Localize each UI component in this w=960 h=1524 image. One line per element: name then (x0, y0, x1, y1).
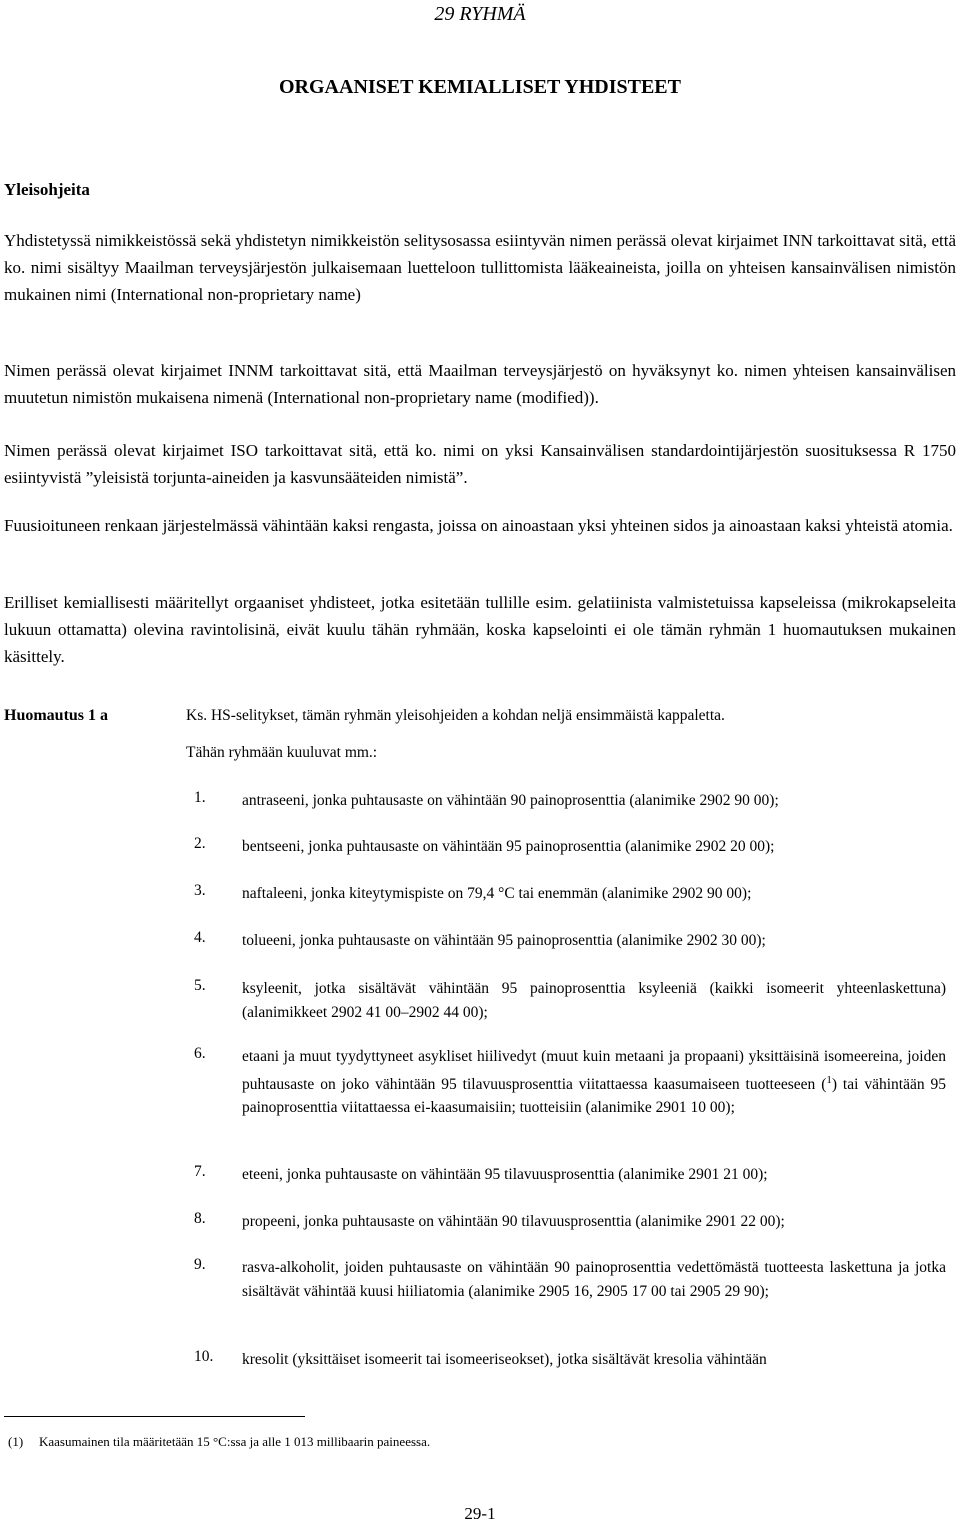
list-item-text: naftaleeni, jonka kiteytymispiste on 79,4 °C tai enemmän (alanimike 2902 90 00); (242, 885, 752, 902)
page-title: ORGAANISET KEMIALLISET YHDISTEET (279, 76, 681, 98)
footnote-reference: 1 (826, 1073, 832, 1086)
list-item-number: 9. (194, 1256, 206, 1273)
paragraph-fused-ring: Fuusioituneen renkaan järjestelmässä vähintään kaksi rengasta, joissa on ainoastaan yksi yhteinen sidos ja ainoastaan kaksi yhteistä atomia. (4, 516, 953, 535)
chapter-header: 29 RYHMÄ (434, 3, 526, 25)
general-heading: Yleisohjeita (4, 180, 90, 199)
list-item-number: 6. (194, 1045, 206, 1062)
list-item-number: 8. (194, 1210, 206, 1227)
paragraph-inn: Yhdistetyssä nimikkeistössä sekä yhdistetyn nimikkeistön selitysosassa esiintyvän nimen perässä olevat kirjaimet INN tarkoittavat sitä, että ko. nimi sisältyy Maailman terveysjärjestön julkaisemaan luetteloon tullittomista lääkeaineista, joilla on yhteisen kansainvälisen nimistön mukainen nimi (International non-proprietary name) (4, 231, 956, 304)
list-item-text: propeeni, jonka puhtausaste on vähintään 90 tilavuusprosenttia (alanimike 2901 22 00); (242, 1213, 785, 1230)
list-item-number: 3. (194, 882, 206, 899)
list-item-text: kresolit (yksittäiset isomeerit tai isomeeriseokset), jotka sisältävät kresolia vähintään (242, 1351, 767, 1368)
list-item-number: 4. (194, 929, 206, 946)
list-item-number: 10. (194, 1348, 214, 1365)
list-item-text: antraseeni, jonka puhtausaste on vähintään 90 painoprosenttia (alanimike 2902 90 00); (242, 792, 779, 809)
note-intro: Ks. HS-selitykset, tämän ryhmän yleisohjeiden a kohdan neljä ensimmäistä kappaletta. (186, 707, 725, 724)
list-item-text: ksyleenit, jotka sisältävät vähintään 95 painoprosenttia ksyleeniä (kaikki isomeerit yhteenlaskettuna) (alanimikkeet 2902 41 00–2902 44 00); (242, 980, 946, 1021)
list-item-text: rasva-alkoholit, joiden puhtausaste on vähintään 90 painoprosenttia vedettömästä tuotteesta laskettuna ja jotka sisältävät vähintää kuusi hiiliatomia (alanimike 2905 16, 2905 17 00 tai 2905 29 90); (242, 1259, 946, 1300)
list-item-text: tolueeni, jonka puhtausaste on vähintään 95 painoprosenttia (alanimike 2902 30 00); (242, 932, 766, 949)
page-number: 29-1 (464, 1504, 496, 1523)
list-item-number: 7. (194, 1163, 206, 1180)
paragraph-iso: Nimen perässä olevat kirjaimet ISO tarkoittavat sitä, että ko. nimi on yksi Kansainvälisen standardointijärjestön suosituksessa R 1750 esiintyvistä ”yleisistä torjunta-aineiden ja kasvunsääteiden nimistä”. (4, 441, 956, 487)
list-item-number: 2. (194, 835, 206, 852)
footnote-text: Kaasumainen tila määritetään 15 °C:ssa ja alle 1 013 millibaarin paineessa. (39, 1434, 431, 1449)
paragraph-innm: Nimen perässä olevat kirjaimet INNM tarkoittavat sitä, että Maailman terveysjärjestö on hyväksynyt ko. nimen yhteisen kansainvälisen muutetun nimistön mukaisena nimenä (International non-proprietary name (modified)). (4, 361, 956, 407)
list-item-text: eteeni, jonka puhtausaste on vähintään 95 tilavuusprosenttia (alanimike 2901 21 00); (242, 1166, 768, 1183)
item-6-text-part2: ) tai vähintään 95 painoprosenttia viitattaessa ei-kaasumaisiin; tuotteisiin (alanimike 2901 10 00); (242, 1075, 946, 1117)
footnote-number: (1) (8, 1434, 24, 1449)
list-item-number: 1. (194, 789, 206, 806)
list-item-text: bentseeni, jonka puhtausaste on vähintään 95 painoprosenttia (alanimike 2902 20 00); (242, 838, 775, 855)
note-label: Huomautus 1 a (4, 707, 109, 724)
list-item-text (242, 1045, 946, 1120)
footnote-divider (4, 1416, 305, 1417)
note-lead: Tähän ryhmään kuuluvat mm.: (186, 744, 378, 761)
list-item-number: 5. (194, 977, 206, 994)
paragraph-capsules: Erilliset kemiallisesti määritellyt orgaaniset yhdisteet, jotka esitetään tullille esim. gelatiinista valmistetuissa kapseleissa (mikrokapseleita lukuun ottamatta) olevina ravintolisinä, eivät kuulu tähän ryhmään, koska kapselointi ei ole tämän ryhmän 1 huomautuksen mukainen käsittely. (4, 593, 956, 666)
item-6-text-part1: etaani ja muut tyydyttyneet asykliset hiilivedyt (muut kuin metaani ja propaani) yksittäisinä isomeereina, joiden puhtausaste on joko vähintään 95 tilavuusprosenttia viitattaessa kaasumaiseen tuotteeseen ( (242, 1048, 946, 1093)
